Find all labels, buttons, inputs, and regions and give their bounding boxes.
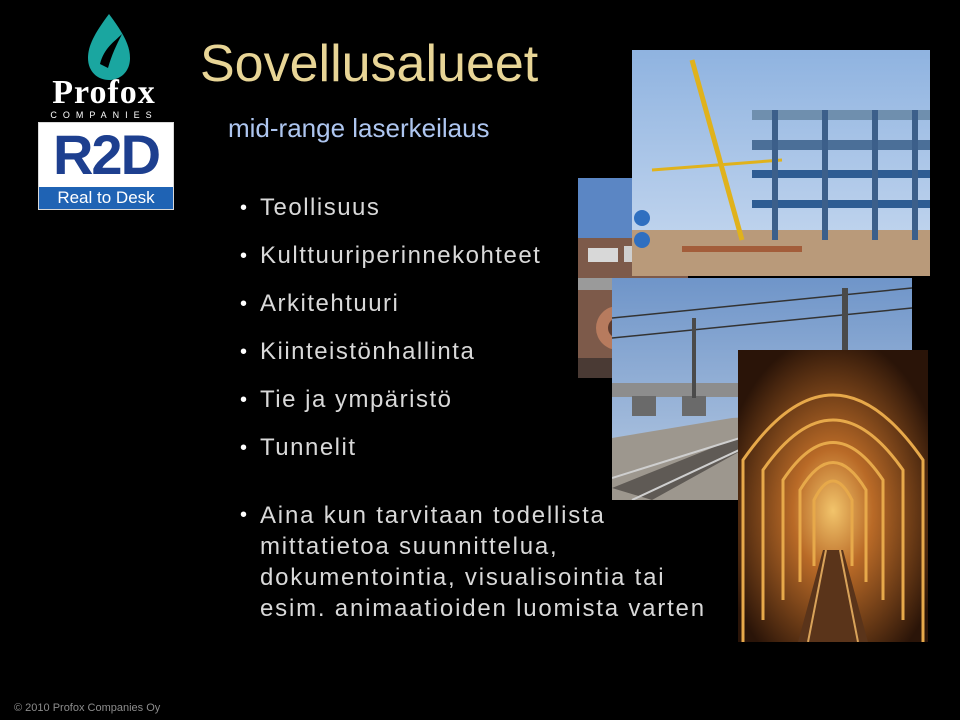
slide-title: Sovellusalueet	[200, 35, 539, 93]
list-item: • Kulttuuriperinnekohteet	[240, 238, 541, 286]
list-item: • Arkitehtuuri	[240, 286, 541, 334]
r2d-tagline: Real to Desk	[39, 187, 173, 209]
list-item: • Teollisuus	[240, 190, 541, 238]
photo-pipe-rack	[632, 50, 930, 276]
profox-tagline: COMPANIES	[50, 110, 158, 120]
list-item: • Tie ja ympäristö	[240, 382, 541, 430]
list-item: • Kiinteistönhallinta	[240, 334, 541, 382]
slide-subtitle: mid-range laserkeilaus	[228, 113, 490, 143]
copyright-footer: © 2010 Profox Companies Oy	[14, 702, 161, 714]
r2d-logo	[38, 122, 174, 210]
profox-drop-icon	[84, 12, 134, 82]
application-list	[240, 190, 541, 478]
photo-tunnel	[738, 350, 928, 642]
profox-wordmark: Profox	[52, 74, 156, 111]
list-item: • Tunnelit	[240, 430, 541, 478]
profox-logo	[34, 12, 174, 122]
r2d-mark: R2D	[52, 123, 160, 186]
usage-note: • Aina kun tarvitaan todellista mittatietoa suunnittelua, dokumentointia, visualisointia tai esim. animaatioiden luomista varten	[240, 500, 730, 624]
